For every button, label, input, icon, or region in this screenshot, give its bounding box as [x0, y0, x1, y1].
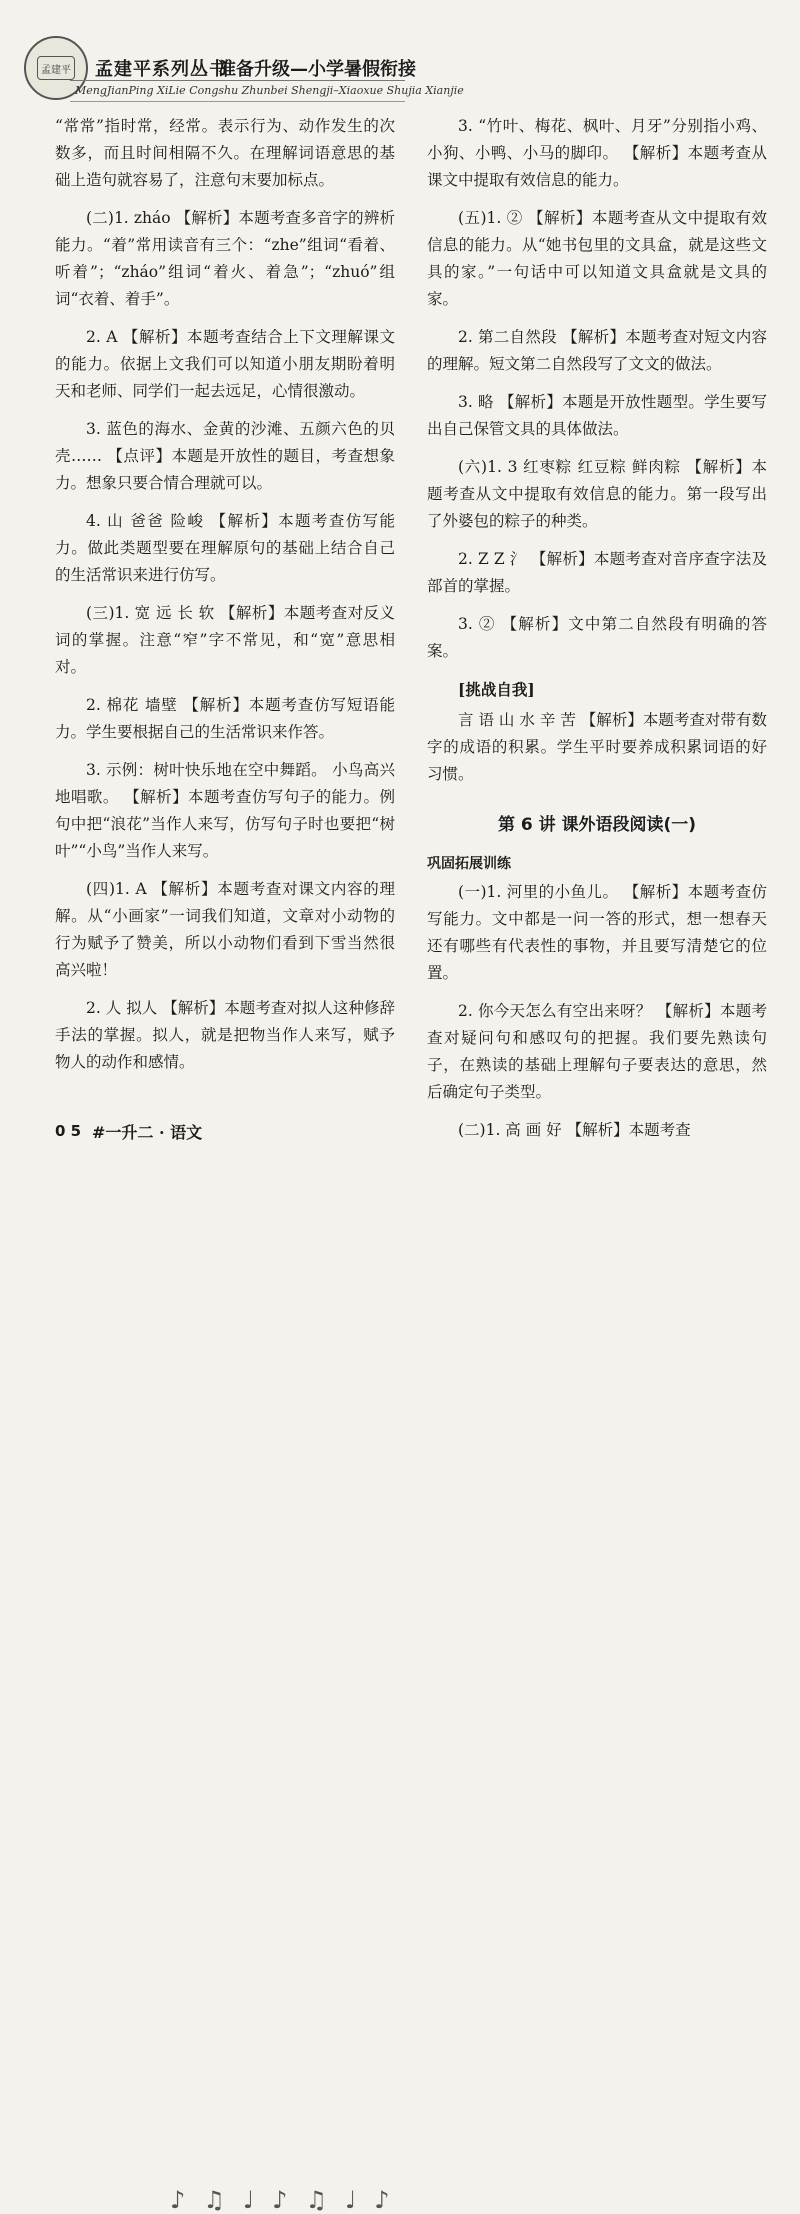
right-column [427, 113, 767, 1155]
header-rule-bottom [70, 101, 405, 102]
challenge-heading: [挑战自我] [458, 680, 535, 699]
left-column [55, 113, 395, 1087]
paragraph: (一)1. 河里的小鱼儿。 【解析】本题考查仿写能力。文中都是一问一答的形式，想一想春天还有哪些有代表性的事物，并且要写清楚它的位置。 [427, 883, 767, 982]
lesson-title: 第 6 讲 课外语段阅读(一) [497, 815, 697, 835]
paragraph: (三)1. 宽 远 长 软 【解析】本题考查对反义词的掌握。注意“窄”字不常见，和“宽”意思相对。 [55, 604, 395, 676]
book-title: 准备升级—小学暑假衔接 [218, 59, 416, 80]
paragraph: 4. 山 爸爸 险峻 【解析】本题考查仿写能力。做此类题型要在理解原句的基础上结合自己的生活常识来进行仿写。 [55, 512, 395, 584]
page-header [0, 0, 800, 115]
paragraph: 3. “竹叶、梅花、枫叶、月牙”分别指小鸡、小狗、小鸭、小马的脚印。 【解析】本题考查从课文中提取有效信息的能力。 [427, 117, 767, 189]
paragraph: 2. 第二自然段 【解析】本题考查对短文内容的理解。短文第二自然段写了文文的做法。 [427, 328, 767, 373]
paragraph: 3. ② 【解析】文中第二自然段有明确的答案。 [427, 615, 767, 660]
page-number: 0 5 [55, 1122, 82, 1140]
paragraph: (二)1. zháo 【解析】本题考查多音字的辨析能力。“着”常用读音有三个：“zhe”组词“看着、听着”；“zháo”组词“着火、着急”；“zhuó”组词“衣着、着手”。 [55, 209, 395, 308]
paragraph: 3. 略 【解析】本题是开放性题型。学生要写出自己保管文具的具体做法。 [427, 393, 767, 438]
paragraph: “常常”指时常，经常。表示行为、动作发生的次数多，而且时间相隔不久。在理解词语意思的基础上造句就容易了，注意句末要加标点。 [55, 117, 395, 189]
paragraph: (六)1. 3 红枣粽 红豆粽 鲜肉粽 【解析】本题考查从文中提取有效信息的能力。第一段写出了外婆包的粽子的种类。 [427, 458, 767, 530]
paragraph: 3. 蓝色的海水、金黄的沙滩、五颜六色的贝壳…… 【点评】本题是开放性的题目，考查想象力。想象只要合情合理就可以。 [55, 420, 395, 492]
paragraph: 2. 棉花 墙壁 【解析】本题考查仿写短语能力。学生要根据自己的生活常识来作答。 [55, 696, 395, 741]
paragraph: 言 语 山 水 辛 苦 【解析】本题考查对带有数字的成语的积累。学生平时要养成积累词语的好习惯。 [427, 711, 767, 783]
music-notes-decoration: ♪♫♩♪♫♩♪ [170, 2186, 408, 2214]
pinyin-title: MengJianPing XiLie Congshu Zhunbei Shengji–Xiaoxue Shujia Xianjie [75, 84, 464, 97]
paragraph: 2. Z Z 氵 【解析】本题考查对音序查字法及部首的掌握。 [427, 550, 767, 595]
paragraph: 2. A 【解析】本题考查结合上下文理解课文的能力。依据上文我们可以知道小朋友期盼着明天和老师、同学们一起去远足，心情很激动。 [55, 328, 395, 400]
paragraph: (五)1. ② 【解析】本题考查从文中提取有效信息的能力。从“她书包里的文具盒，就是这些文具的家。”一句话中可以知道文具盒就是文具的家。 [427, 209, 767, 308]
grade-subject: #一升二 · 语文 [92, 1123, 203, 1142]
paragraph: (四)1. A 【解析】本题考查对课文内容的理解。从“小画家”一词我们知道，文章对小动物的行为赋予了赞美，所以小动物们看到下雪当然很高兴啦！ [55, 880, 395, 979]
logo-emblem: 孟建平 [37, 56, 75, 80]
paragraph: 3. 示例：树叶快乐地在空中舞蹈。 小鸟高兴地唱歌。 【解析】本题考查仿写句子的能力。例句中把“浪花”当作人来写，仿写句子时也要把“树叶”“小鸟”当作人来写。 [55, 761, 395, 860]
section-title: 巩固拓展训练 [427, 856, 511, 872]
paragraph: (二)1. 高 画 好 【解析】本题考查 [458, 1121, 691, 1139]
header-rule-top [70, 80, 405, 81]
paragraph: 2. 人 拟人 【解析】本题考查对拟人这种修辞手法的掌握。拟人，就是把物当作人来写，赋予物人的动作和感情。 [55, 999, 395, 1071]
paragraph: 2. 你今天怎么有空出来呀？ 【解析】本题考查对疑问句和感叹句的把握。我们要先熟读句子，在熟读的基础上理解句子要表达的意思，然后确定句子类型。 [427, 1002, 767, 1101]
series-name: 孟建平系列丛书 [95, 59, 228, 80]
